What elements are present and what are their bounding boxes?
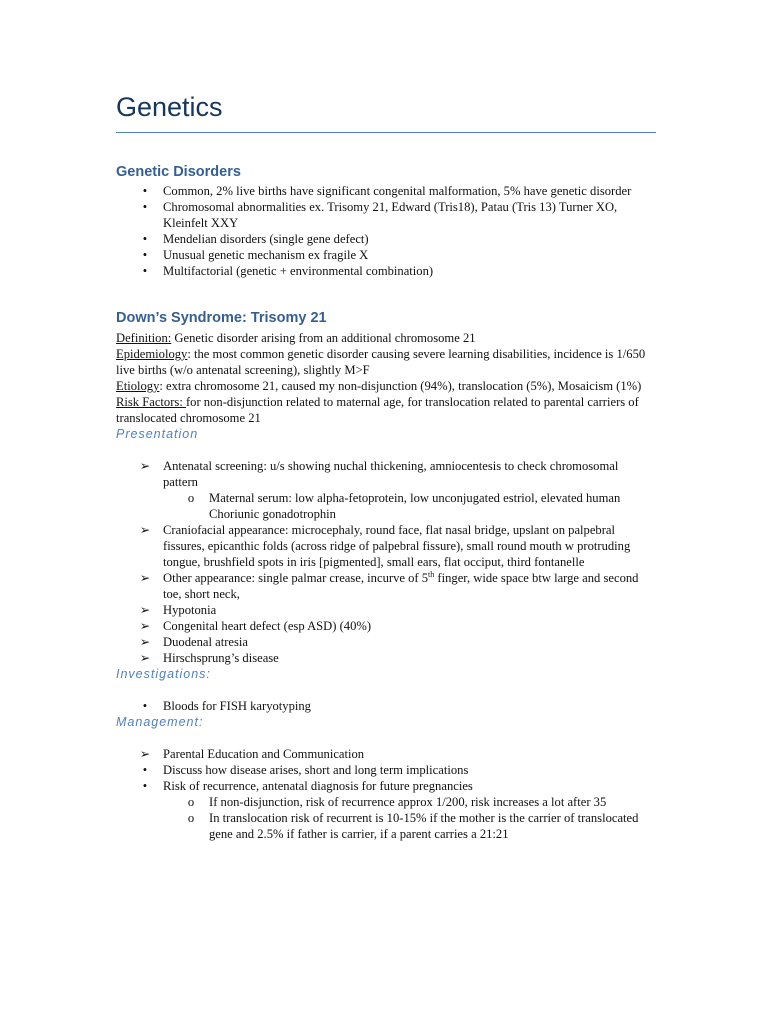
list-item: ➢ Hirschsprung’s disease	[139, 651, 279, 665]
list-item: ➢ Congenital heart defect (esp ASD) (40%)	[139, 619, 372, 633]
arrow-bullet-icon: ➢	[139, 619, 151, 633]
bullet-icon: •	[142, 763, 148, 777]
arrow-bullet-icon: ➢	[139, 459, 151, 473]
risk-factors-label: Risk Factors:	[116, 395, 186, 409]
investigations-heading: Investigations:	[116, 667, 211, 681]
arrow-bullet-icon: ➢	[139, 603, 151, 617]
downs-overview	[116, 330, 656, 426]
list-item: ➢ Antenatal screening: u/s showing nuchal thickening, amniocentesis to check chromosomal pattern	[139, 459, 619, 489]
bullet-icon: •	[142, 184, 148, 198]
arrow-bullet-icon: ➢	[139, 651, 151, 665]
list-item: • Unusual genetic mechanism ex fragile X	[116, 247, 656, 263]
list-item: ➢ Hypotonia	[139, 603, 217, 617]
bullet-icon: •	[142, 200, 148, 214]
arrow-bullet-icon: ➢	[139, 523, 151, 537]
circle-bullet-icon: o	[187, 795, 195, 809]
list-item: o Maternal serum: low alpha-fetoprotein, low unconjugated estriol, elevated human Choriunic gonadotrophin	[116, 490, 656, 522]
genetic-disorders-heading: Genetic Disorders	[116, 164, 241, 180]
genetic-disorders-list	[116, 183, 656, 279]
list-item: ➢ Craniofacial appearance: microcephaly, round face, flat nasal bridge, upslant on palpebral fissures, epicanthic folds (across ridge of palpebral fissure), small round mouth w protruding tongue, brushfield spots in iris [pigmented], small ears, flat occiput, third fontanelle	[139, 523, 631, 569]
list-item: • Bloods for FISH karyotyping	[116, 698, 656, 714]
arrow-bullet-icon: ➢	[139, 635, 151, 649]
list-item: ➢ Duodenal atresia	[139, 635, 248, 649]
etiology-label: Etiology	[116, 379, 160, 393]
list-item: o In translocation risk of recurrent is 10-15% if the mother is the carrier of translocated gene and 2.5% if father is carrier, if a parent carries a 21:21	[116, 810, 656, 842]
bullet-icon: •	[142, 699, 148, 713]
downs-syndrome-heading: Down’s Syndrome: Trisomy 21	[116, 310, 327, 326]
epidemiology-label: Epidemiology	[116, 347, 188, 361]
list-item: • Mendelian disorders (single gene defect)	[116, 231, 656, 247]
circle-bullet-icon: o	[187, 811, 195, 825]
bullet-icon: •	[142, 248, 148, 262]
presentation-list	[116, 458, 656, 666]
list-item: • Multifactorial (genetic + environmental combination)	[116, 263, 656, 279]
list-item: ➢ Other appearance: single palmar crease, incurve of 5th finger, wide space btw large and second toe, short neck,	[139, 569, 639, 601]
bullet-icon: •	[142, 779, 148, 793]
list-item: • Risk of recurrence, antenatal diagnosis for future pregnancies	[116, 778, 656, 794]
epidemiology-paragraph: Epidemiology: the most common genetic disorder causing severe learning disabilities, incidence is 1/650 live births (w/o antenatal screening), slightly M>F	[116, 347, 646, 377]
list-item: • Chromosomal abnormalities ex. Trisomy 21, Edward (Tris18), Patau (Tris 13) Turner XO, Kleinfelt XXY	[116, 199, 656, 231]
presentation-heading: Presentation	[116, 427, 199, 441]
etiology-paragraph: Etiology: extra chromosome 21, caused my non-disjunction (94%), translocation (5%), Mosaicism (1%)	[116, 379, 642, 393]
document-page	[116, 88, 656, 842]
bullet-icon: •	[142, 264, 148, 278]
definition-paragraph: Definition: Genetic disorder arising from an additional chromosome 21	[116, 331, 476, 345]
management-list	[116, 746, 656, 842]
list-item: ➢ Parental Education and Communication	[139, 747, 365, 761]
page-title: Genetics	[116, 88, 656, 133]
management-heading: Management:	[116, 715, 204, 729]
circle-bullet-icon: o	[187, 491, 195, 505]
definition-label: Definition:	[116, 331, 172, 345]
arrow-bullet-icon: ➢	[139, 571, 151, 585]
bullet-icon: •	[142, 232, 148, 246]
arrow-bullet-icon: ➢	[139, 747, 151, 761]
risk-factors-paragraph: Risk Factors: for non-disjunction related to maternal age, for translocation related to parental carriers of translocated chromosome 21	[116, 395, 639, 425]
list-item: • Discuss how disease arises, short and long term implications	[116, 762, 656, 778]
list-item: • Common, 2% live births have significant congenital malformation, 5% have genetic disorder	[116, 183, 656, 199]
investigations-list	[116, 698, 656, 714]
list-item: o If non-disjunction, risk of recurrence approx 1/200, risk increases a lot after 35	[116, 794, 656, 810]
